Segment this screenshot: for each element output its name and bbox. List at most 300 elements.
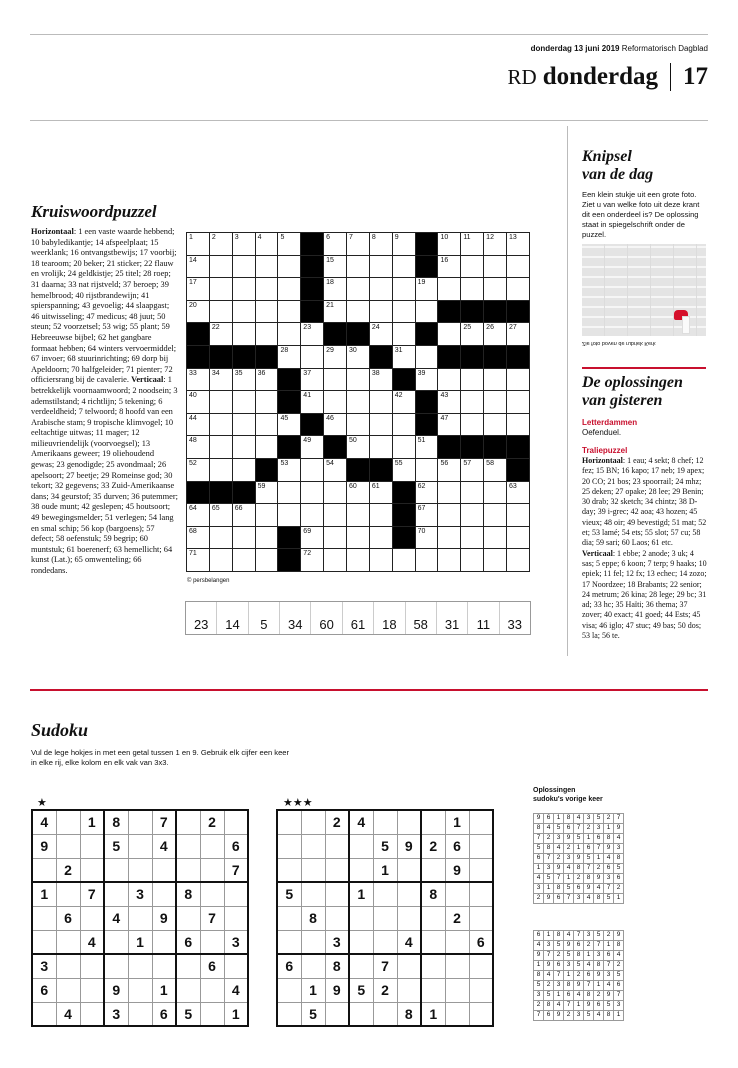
- sudoku-cell[interactable]: [80, 906, 104, 930]
- sudoku-cell[interactable]: [56, 834, 80, 858]
- crossword-cell[interactable]: 36: [255, 368, 278, 391]
- crossword-cell[interactable]: [392, 436, 415, 459]
- answer-slot[interactable]: 31: [437, 602, 468, 634]
- sudoku-cell[interactable]: [176, 858, 200, 882]
- sudoku-cell[interactable]: [469, 810, 493, 834]
- sudoku-cell[interactable]: [128, 810, 152, 834]
- crossword-cell[interactable]: [209, 436, 232, 459]
- crossword-cell[interactable]: 57: [461, 458, 484, 481]
- sudoku-cell[interactable]: [56, 978, 80, 1002]
- crossword-cell[interactable]: [461, 391, 484, 414]
- sudoku-cell[interactable]: [373, 882, 397, 906]
- sudoku-cell[interactable]: 5: [301, 1002, 325, 1026]
- crossword-cell[interactable]: [301, 458, 324, 481]
- sudoku-cell[interactable]: [32, 906, 56, 930]
- sudoku-cell[interactable]: 3: [104, 1002, 128, 1026]
- sudoku-cell[interactable]: [301, 882, 325, 906]
- crossword-cell[interactable]: [484, 504, 507, 527]
- crossword-cell[interactable]: [461, 413, 484, 436]
- answer-slot[interactable]: 33: [507, 617, 522, 632]
- sudoku-cell[interactable]: [421, 810, 445, 834]
- sudoku-cell[interactable]: 1: [373, 858, 397, 882]
- sudoku-cell[interactable]: [80, 834, 104, 858]
- sudoku-cell[interactable]: [397, 858, 421, 882]
- sudoku-cell[interactable]: [104, 882, 128, 906]
- sudoku-cell[interactable]: [373, 810, 397, 834]
- crossword-cell[interactable]: [278, 300, 301, 323]
- sudoku-cell[interactable]: [421, 906, 445, 930]
- crossword-cell[interactable]: 40: [187, 391, 210, 414]
- sudoku-cell[interactable]: [421, 858, 445, 882]
- crossword-cell[interactable]: 62: [415, 481, 438, 504]
- crossword-cell[interactable]: 69: [301, 526, 324, 549]
- sudoku-cell[interactable]: [152, 858, 176, 882]
- crossword-cell[interactable]: 34: [209, 368, 232, 391]
- crossword-cell[interactable]: [438, 481, 461, 504]
- crossword-cell[interactable]: 51: [415, 436, 438, 459]
- sudoku-cell[interactable]: [176, 906, 200, 930]
- sudoku-cell[interactable]: [277, 978, 301, 1002]
- crossword-cell[interactable]: [507, 549, 530, 572]
- sudoku-cell[interactable]: 5: [176, 1002, 200, 1026]
- sudoku-cell[interactable]: [277, 930, 301, 954]
- sudoku-cell[interactable]: [128, 858, 152, 882]
- sudoku-cell[interactable]: 3: [325, 930, 349, 954]
- crossword-cell[interactable]: [484, 255, 507, 278]
- crossword-cell[interactable]: [232, 300, 255, 323]
- crossword-cell[interactable]: 12: [484, 233, 507, 256]
- crossword-cell[interactable]: [278, 255, 301, 278]
- sudoku-cell[interactable]: [349, 1002, 373, 1026]
- crossword-cell[interactable]: [347, 526, 370, 549]
- crossword-cell[interactable]: 30: [347, 345, 370, 368]
- crossword-cell[interactable]: [232, 436, 255, 459]
- crossword-cell[interactable]: [507, 526, 530, 549]
- sudoku-cell[interactable]: [469, 906, 493, 930]
- sudoku-cell[interactable]: [421, 930, 445, 954]
- crossword-cell[interactable]: 2: [209, 233, 232, 256]
- sudoku-cell[interactable]: 4: [397, 930, 421, 954]
- crossword-cell[interactable]: 54: [324, 458, 347, 481]
- crossword-cell[interactable]: 1: [187, 233, 210, 256]
- sudoku-cell[interactable]: 5: [373, 834, 397, 858]
- sudoku-cell[interactable]: [349, 930, 373, 954]
- crossword-cell[interactable]: [347, 391, 370, 414]
- crossword-cell[interactable]: 55: [392, 458, 415, 481]
- sudoku-cell[interactable]: [200, 882, 224, 906]
- crossword-cell[interactable]: [301, 504, 324, 527]
- sudoku-cell[interactable]: 6: [277, 954, 301, 978]
- crossword-cell[interactable]: 3: [232, 233, 255, 256]
- crossword-cell[interactable]: [255, 504, 278, 527]
- crossword-cell[interactable]: [415, 300, 438, 323]
- crossword-cell[interactable]: [255, 391, 278, 414]
- sudoku-cell[interactable]: [469, 978, 493, 1002]
- sudoku-hard-grid[interactable]: [276, 809, 494, 1027]
- crossword-cell[interactable]: [324, 481, 347, 504]
- sudoku-cell[interactable]: 7: [373, 954, 397, 978]
- crossword-cell[interactable]: [347, 255, 370, 278]
- answer-slot[interactable]: 60: [311, 602, 342, 634]
- sudoku-cell[interactable]: [421, 978, 445, 1002]
- sudoku-cell[interactable]: [128, 954, 152, 978]
- sudoku-cell[interactable]: 3: [128, 882, 152, 906]
- sudoku-cell[interactable]: 8: [325, 954, 349, 978]
- sudoku-cell[interactable]: 9: [325, 978, 349, 1002]
- sudoku-cell[interactable]: 7: [80, 882, 104, 906]
- sudoku-cell[interactable]: 1: [152, 978, 176, 1002]
- sudoku-cell[interactable]: [445, 954, 469, 978]
- crossword-cell[interactable]: 19: [415, 278, 438, 301]
- sudoku-cell[interactable]: 3: [224, 930, 248, 954]
- crossword-cell[interactable]: [369, 391, 392, 414]
- crossword-cell[interactable]: 20: [187, 300, 210, 323]
- answer-slot[interactable]: 11: [468, 602, 499, 634]
- sudoku-cell[interactable]: [301, 834, 325, 858]
- crossword-cell[interactable]: [461, 526, 484, 549]
- crossword-cell[interactable]: [484, 481, 507, 504]
- crossword-cell[interactable]: [392, 300, 415, 323]
- sudoku-cell[interactable]: 3: [32, 954, 56, 978]
- crossword-cell[interactable]: [484, 368, 507, 391]
- crossword-cell[interactable]: 66: [232, 504, 255, 527]
- crossword-cell[interactable]: [369, 413, 392, 436]
- sudoku-cell[interactable]: [224, 906, 248, 930]
- crossword-cell[interactable]: [347, 278, 370, 301]
- crossword-cell[interactable]: [324, 549, 347, 572]
- sudoku-cell[interactable]: 4: [80, 930, 104, 954]
- sudoku-cell[interactable]: 9: [397, 834, 421, 858]
- sudoku-cell[interactable]: [445, 978, 469, 1002]
- crossword-cell[interactable]: [369, 436, 392, 459]
- sudoku-cell[interactable]: 9: [445, 858, 469, 882]
- crossword-cell[interactable]: [232, 323, 255, 346]
- crossword-cell[interactable]: [209, 300, 232, 323]
- answer-slot[interactable]: 34: [280, 602, 311, 634]
- crossword-cell[interactable]: [438, 278, 461, 301]
- sudoku-cell[interactable]: 1: [224, 1002, 248, 1026]
- sudoku-cell[interactable]: 5: [104, 834, 128, 858]
- sudoku-cell[interactable]: [277, 834, 301, 858]
- sudoku-cell[interactable]: [224, 954, 248, 978]
- sudoku-cell[interactable]: [224, 810, 248, 834]
- sudoku-cell[interactable]: 2: [421, 834, 445, 858]
- sudoku-cell[interactable]: 6: [469, 930, 493, 954]
- crossword-cell[interactable]: 10: [438, 233, 461, 256]
- crossword-cell[interactable]: 24: [369, 323, 392, 346]
- sudoku-cell[interactable]: [32, 1002, 56, 1026]
- sudoku-cell[interactable]: 9: [104, 978, 128, 1002]
- crossword-cell[interactable]: 18: [324, 278, 347, 301]
- crossword-cell[interactable]: [209, 413, 232, 436]
- crossword-cell[interactable]: 48: [187, 436, 210, 459]
- crossword-cell[interactable]: [438, 526, 461, 549]
- crossword-cell[interactable]: [255, 436, 278, 459]
- crossword-cell[interactable]: 14: [187, 255, 210, 278]
- crossword-cell[interactable]: 27: [507, 323, 530, 346]
- sudoku-cell[interactable]: 1: [80, 810, 104, 834]
- crossword-cell[interactable]: [347, 300, 370, 323]
- sudoku-cell[interactable]: [325, 882, 349, 906]
- sudoku-cell[interactable]: [104, 858, 128, 882]
- sudoku-cell[interactable]: 1: [32, 882, 56, 906]
- crossword-cell[interactable]: [278, 323, 301, 346]
- crossword-cell[interactable]: [484, 526, 507, 549]
- sudoku-cell[interactable]: [176, 810, 200, 834]
- sudoku-cell[interactable]: 1: [349, 882, 373, 906]
- crossword-grid[interactable]: [186, 232, 530, 572]
- crossword-cell[interactable]: [301, 481, 324, 504]
- sudoku-cell[interactable]: [277, 810, 301, 834]
- crossword-cell[interactable]: [507, 255, 530, 278]
- crossword-cell[interactable]: 26: [484, 323, 507, 346]
- crossword-cell[interactable]: 11: [461, 233, 484, 256]
- sudoku-cell[interactable]: [325, 906, 349, 930]
- crossword-cell[interactable]: [209, 278, 232, 301]
- crossword-cell[interactable]: [369, 549, 392, 572]
- sudoku-cell[interactable]: [469, 1002, 493, 1026]
- crossword-cell[interactable]: [255, 323, 278, 346]
- sudoku-cell[interactable]: [80, 978, 104, 1002]
- crossword-cell[interactable]: [255, 255, 278, 278]
- crossword-cell[interactable]: [209, 391, 232, 414]
- crossword-cell[interactable]: [278, 481, 301, 504]
- sudoku-cell[interactable]: [325, 858, 349, 882]
- sudoku-cell[interactable]: [176, 834, 200, 858]
- crossword-cell[interactable]: 65: [209, 504, 232, 527]
- sudoku-cell[interactable]: 6: [176, 930, 200, 954]
- sudoku-cell[interactable]: 8: [421, 882, 445, 906]
- sudoku-cell[interactable]: 4: [224, 978, 248, 1002]
- sudoku-cell[interactable]: 6: [200, 954, 224, 978]
- sudoku-cell[interactable]: 4: [152, 834, 176, 858]
- crossword-cell[interactable]: [438, 549, 461, 572]
- sudoku-cell[interactable]: [301, 930, 325, 954]
- crossword-cell[interactable]: 58: [484, 458, 507, 481]
- crossword-cell[interactable]: 9: [392, 233, 415, 256]
- crossword-cell[interactable]: [324, 368, 347, 391]
- sudoku-cell[interactable]: [56, 930, 80, 954]
- crossword-cell[interactable]: [255, 549, 278, 572]
- crossword-cell[interactable]: [461, 549, 484, 572]
- sudoku-cell[interactable]: [349, 834, 373, 858]
- sudoku-cell[interactable]: 6: [32, 978, 56, 1002]
- crossword-cell[interactable]: 52: [187, 458, 210, 481]
- crossword-cell[interactable]: [438, 323, 461, 346]
- sudoku-cell[interactable]: [301, 810, 325, 834]
- sudoku-cell[interactable]: [128, 1002, 152, 1026]
- crossword-cell[interactable]: 61: [369, 481, 392, 504]
- sudoku-cell[interactable]: 7: [224, 858, 248, 882]
- sudoku-cell[interactable]: 1: [421, 1002, 445, 1026]
- crossword-cell[interactable]: [232, 549, 255, 572]
- crossword-cell[interactable]: 44: [187, 413, 210, 436]
- crossword-cell[interactable]: [347, 413, 370, 436]
- crossword-cell[interactable]: [392, 278, 415, 301]
- sudoku-cell[interactable]: [277, 906, 301, 930]
- sudoku-cell[interactable]: [176, 954, 200, 978]
- crossword-cell[interactable]: [209, 458, 232, 481]
- crossword-cell[interactable]: [324, 526, 347, 549]
- crossword-cell[interactable]: 8: [369, 233, 392, 256]
- sudoku-cell[interactable]: [301, 954, 325, 978]
- crossword-cell[interactable]: 25: [461, 323, 484, 346]
- crossword-cell[interactable]: 64: [187, 504, 210, 527]
- crossword-cell[interactable]: 53: [278, 458, 301, 481]
- crossword-cell[interactable]: 46: [324, 413, 347, 436]
- sudoku-cell[interactable]: [200, 858, 224, 882]
- crossword-cell[interactable]: 45: [278, 413, 301, 436]
- answer-slot[interactable]: 18: [374, 602, 405, 634]
- sudoku-cell[interactable]: [56, 954, 80, 978]
- crossword-cell[interactable]: [484, 278, 507, 301]
- crossword-cell[interactable]: [461, 278, 484, 301]
- crossword-cell[interactable]: 16: [438, 255, 461, 278]
- sudoku-cell[interactable]: [397, 906, 421, 930]
- crossword-cell[interactable]: 13: [507, 233, 530, 256]
- sudoku-cell[interactable]: 1: [301, 978, 325, 1002]
- crossword-cell[interactable]: [369, 504, 392, 527]
- crossword-cell[interactable]: 37: [301, 368, 324, 391]
- sudoku-easy-grid[interactable]: [31, 809, 249, 1027]
- crossword-cell[interactable]: 17: [187, 278, 210, 301]
- sudoku-cell[interactable]: 2: [200, 810, 224, 834]
- crossword-cell[interactable]: [232, 255, 255, 278]
- crossword-cell[interactable]: 4: [255, 233, 278, 256]
- sudoku-cell[interactable]: [373, 906, 397, 930]
- sudoku-cell[interactable]: 6: [224, 834, 248, 858]
- sudoku-cell[interactable]: 5: [349, 978, 373, 1002]
- sudoku-cell[interactable]: [349, 954, 373, 978]
- crossword-cell[interactable]: [392, 323, 415, 346]
- sudoku-cell[interactable]: 6: [152, 1002, 176, 1026]
- crossword-cell[interactable]: 35: [232, 368, 255, 391]
- crossword-cell[interactable]: [415, 549, 438, 572]
- crossword-cell[interactable]: 41: [301, 391, 324, 414]
- crossword-cell[interactable]: 6: [324, 233, 347, 256]
- sudoku-cell[interactable]: [152, 930, 176, 954]
- crossword-cell[interactable]: [369, 300, 392, 323]
- crossword-cell[interactable]: 49: [301, 436, 324, 459]
- sudoku-cell[interactable]: [56, 882, 80, 906]
- sudoku-cell[interactable]: 4: [349, 810, 373, 834]
- sudoku-cell[interactable]: [421, 954, 445, 978]
- crossword-cell[interactable]: [278, 504, 301, 527]
- sudoku-cell[interactable]: [128, 978, 152, 1002]
- sudoku-cell[interactable]: [176, 978, 200, 1002]
- crossword-cell[interactable]: [461, 504, 484, 527]
- crossword-cell[interactable]: [232, 458, 255, 481]
- crossword-cell[interactable]: [324, 504, 347, 527]
- crossword-cell[interactable]: 33: [187, 368, 210, 391]
- sudoku-cell[interactable]: [469, 834, 493, 858]
- crossword-cell[interactable]: 71: [187, 549, 210, 572]
- crossword-cell[interactable]: [507, 413, 530, 436]
- crossword-cell[interactable]: 67: [415, 504, 438, 527]
- sudoku-cell[interactable]: [152, 954, 176, 978]
- sudoku-cell[interactable]: [397, 954, 421, 978]
- crossword-cell[interactable]: [347, 368, 370, 391]
- crossword-cell[interactable]: [484, 413, 507, 436]
- crossword-cell[interactable]: [347, 504, 370, 527]
- crossword-cell[interactable]: [232, 413, 255, 436]
- crossword-cell[interactable]: 31: [392, 345, 415, 368]
- crossword-cell[interactable]: [209, 549, 232, 572]
- crossword-cell[interactable]: [369, 278, 392, 301]
- crossword-cell[interactable]: 21: [324, 300, 347, 323]
- crossword-cell[interactable]: [507, 391, 530, 414]
- crossword-cell[interactable]: [392, 413, 415, 436]
- sudoku-cell[interactable]: 7: [200, 906, 224, 930]
- crossword-cell[interactable]: [369, 526, 392, 549]
- crossword-cell[interactable]: [255, 526, 278, 549]
- crossword-cell[interactable]: 22: [209, 323, 232, 346]
- crossword-cell[interactable]: [484, 391, 507, 414]
- answer-slot[interactable]: 58: [406, 602, 437, 634]
- crossword-cell[interactable]: 38: [369, 368, 392, 391]
- sudoku-cell[interactable]: 4: [104, 906, 128, 930]
- sudoku-cell[interactable]: 8: [104, 810, 128, 834]
- crossword-cell[interactable]: [347, 549, 370, 572]
- crossword-cell[interactable]: 29: [324, 345, 347, 368]
- crossword-cell[interactable]: [255, 300, 278, 323]
- sudoku-cell[interactable]: [325, 834, 349, 858]
- sudoku-cell[interactable]: [301, 858, 325, 882]
- sudoku-cell[interactable]: 4: [32, 810, 56, 834]
- answer-slot[interactable]: 23: [186, 602, 217, 634]
- sudoku-cell[interactable]: 2: [325, 810, 349, 834]
- crossword-cell[interactable]: [507, 278, 530, 301]
- crossword-cell[interactable]: [232, 278, 255, 301]
- sudoku-cell[interactable]: 6: [56, 906, 80, 930]
- sudoku-cell[interactable]: 6: [445, 834, 469, 858]
- crossword-cell[interactable]: [278, 278, 301, 301]
- sudoku-cell[interactable]: 9: [32, 834, 56, 858]
- sudoku-cell[interactable]: [349, 858, 373, 882]
- crossword-cell[interactable]: 42: [392, 391, 415, 414]
- crossword-cell[interactable]: [461, 481, 484, 504]
- answer-slot[interactable]: 5: [249, 602, 280, 634]
- sudoku-cell[interactable]: [32, 858, 56, 882]
- crossword-cell[interactable]: [232, 526, 255, 549]
- crossword-cell[interactable]: [255, 278, 278, 301]
- crossword-cell[interactable]: 28: [278, 345, 301, 368]
- sudoku-cell[interactable]: [200, 1002, 224, 1026]
- sudoku-cell[interactable]: [80, 858, 104, 882]
- sudoku-cell[interactable]: [152, 882, 176, 906]
- sudoku-cell[interactable]: [373, 1002, 397, 1026]
- crossword-cell[interactable]: [392, 549, 415, 572]
- sudoku-cell[interactable]: [200, 930, 224, 954]
- crossword-cell[interactable]: [209, 255, 232, 278]
- crossword-cell[interactable]: [232, 391, 255, 414]
- crossword-cell[interactable]: [415, 458, 438, 481]
- answer-slot[interactable]: 14: [217, 602, 248, 634]
- sudoku-cell[interactable]: [469, 954, 493, 978]
- crossword-cell[interactable]: 15: [324, 255, 347, 278]
- crossword-cell[interactable]: [507, 504, 530, 527]
- crossword-cell[interactable]: 68: [187, 526, 210, 549]
- crossword-cell[interactable]: [392, 255, 415, 278]
- crossword-cell[interactable]: 60: [347, 481, 370, 504]
- crossword-cell[interactable]: 56: [438, 458, 461, 481]
- sudoku-cell[interactable]: 5: [277, 882, 301, 906]
- crossword-cell[interactable]: [369, 255, 392, 278]
- sudoku-cell[interactable]: [128, 834, 152, 858]
- crossword-cell[interactable]: [255, 413, 278, 436]
- crossword-cell[interactable]: [438, 368, 461, 391]
- sudoku-cell[interactable]: [128, 906, 152, 930]
